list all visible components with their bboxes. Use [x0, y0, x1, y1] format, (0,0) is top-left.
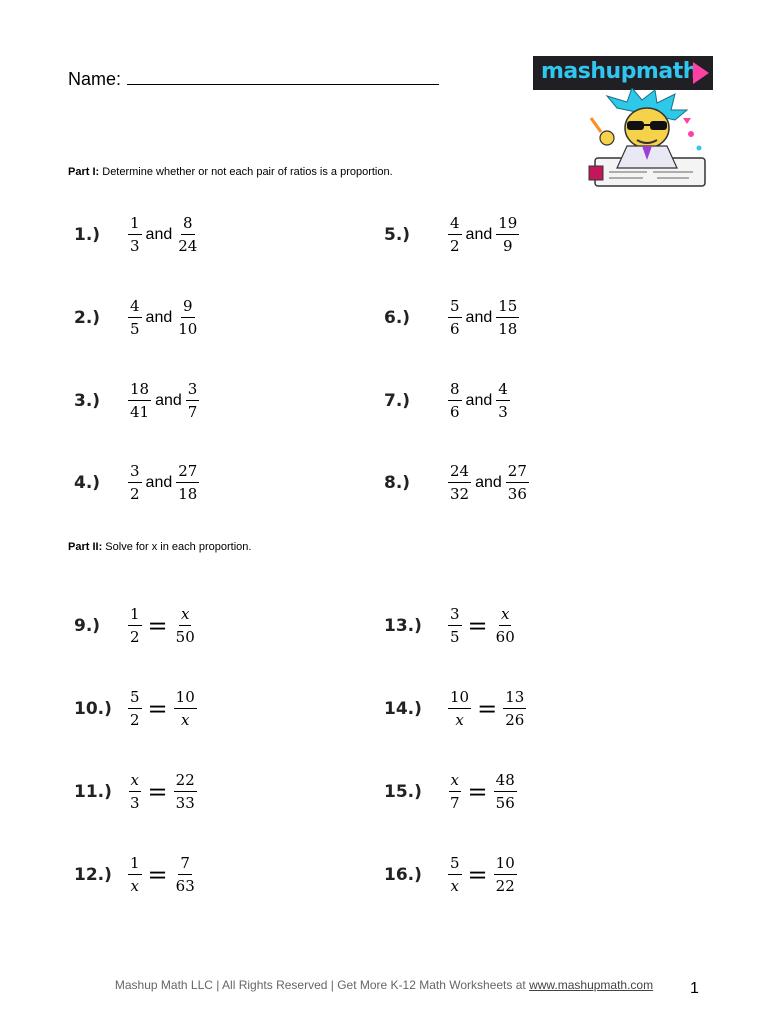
problem-number: 7.) [384, 390, 411, 411]
fraction [496, 380, 510, 421]
footer [0, 978, 768, 992]
fraction [506, 462, 529, 503]
problem-7 [384, 380, 512, 421]
fraction [128, 854, 142, 895]
equals-sign: = [467, 611, 488, 640]
numerator: 1 [128, 605, 142, 626]
fraction [186, 380, 200, 421]
denominator: 18 [178, 485, 198, 503]
numerator: 3 [186, 380, 200, 401]
numerator: 5 [448, 297, 462, 318]
denominator: 33 [175, 794, 195, 812]
problem-14 [384, 688, 528, 729]
part2-text: Solve for x in each proportion. [102, 541, 252, 553]
problem-number: 11.) [74, 781, 112, 802]
denominator: 7 [187, 403, 198, 421]
fraction [176, 214, 199, 255]
denominator: 41 [130, 403, 150, 421]
problem-3 [74, 380, 201, 421]
problem-number: 2.) [74, 307, 101, 328]
denominator: 7 [450, 794, 460, 812]
denominator: x [180, 711, 190, 729]
denominator: 5 [450, 628, 460, 646]
problem-number: 9.) [74, 615, 101, 636]
numerator: 13 [503, 688, 526, 709]
fraction [448, 854, 462, 895]
and-connector: and [465, 308, 493, 326]
part2-instruction [68, 541, 251, 553]
and-connector: and [465, 225, 493, 243]
problem-number: 15.) [384, 781, 422, 802]
and-connector: and [155, 391, 182, 409]
equals-sign: = [477, 694, 498, 723]
problem-9 [74, 605, 199, 646]
denominator: 2 [450, 237, 460, 255]
denominator: 24 [178, 237, 198, 255]
numerator: 9 [181, 297, 195, 318]
name-blank-line [127, 68, 439, 85]
numerator: 10 [174, 688, 197, 709]
fraction [503, 688, 526, 729]
denominator: 5 [130, 320, 140, 338]
numerator: 27 [506, 462, 529, 483]
numerator: 15 [496, 297, 519, 318]
equals-sign: = [147, 611, 168, 640]
denominator: 26 [505, 711, 525, 729]
problem-6 [384, 297, 521, 338]
problem-number: 4.) [74, 472, 101, 493]
fraction [128, 688, 142, 729]
numerator: 19 [496, 214, 519, 235]
denominator: 2 [130, 628, 140, 646]
fraction [174, 688, 197, 729]
denominator: 2 [130, 711, 140, 729]
problem-number: 14.) [384, 698, 422, 719]
denominator: 56 [495, 794, 515, 812]
problem-number: 13.) [384, 615, 422, 636]
and-connector: and [145, 473, 173, 491]
part1-instruction [68, 166, 393, 178]
problem-16 [384, 854, 519, 895]
fraction [128, 771, 142, 812]
problem-15 [384, 771, 519, 812]
problem-1 [74, 214, 201, 255]
problem-number: 12.) [74, 864, 112, 885]
denominator: x [450, 877, 459, 895]
denominator: 22 [495, 877, 515, 895]
fraction [128, 605, 142, 646]
numerator: 10 [448, 688, 471, 709]
fraction [448, 771, 462, 812]
problem-number: 8.) [384, 472, 411, 493]
problem-11 [74, 771, 199, 812]
numerator: x [499, 605, 511, 626]
footer-link[interactable]: www.mashupmath.com [529, 978, 654, 992]
equals-sign: = [147, 777, 168, 806]
problem-8 [384, 462, 531, 503]
fraction [448, 297, 462, 338]
fraction [176, 297, 199, 338]
problem-10 [74, 688, 199, 729]
fraction [496, 297, 519, 338]
denominator: 3 [130, 794, 140, 812]
logo-text: mashupmath [541, 59, 698, 84]
fraction [448, 380, 462, 421]
numerator: 5 [128, 688, 142, 709]
denominator: 36 [507, 485, 527, 503]
fraction [128, 380, 151, 421]
denominator: 18 [498, 320, 518, 338]
fraction [176, 462, 199, 503]
fraction [128, 462, 142, 503]
numerator: x [129, 771, 141, 792]
and-connector: and [145, 225, 173, 243]
fraction [496, 214, 519, 255]
problem-number: 6.) [384, 307, 411, 328]
numerator: 8 [181, 214, 195, 235]
part1-label: Part I: [68, 166, 100, 178]
fraction [174, 771, 197, 812]
play-arrow-icon [693, 62, 709, 84]
fraction [448, 214, 462, 255]
fraction [174, 605, 197, 646]
equals-sign: = [467, 860, 488, 889]
equals-sign: = [147, 694, 168, 723]
problem-5 [384, 214, 521, 255]
equals-sign: = [147, 860, 168, 889]
fraction [128, 297, 142, 338]
fraction [448, 462, 471, 503]
fraction [494, 605, 517, 646]
problem-13 [384, 605, 519, 646]
denominator: 6 [450, 403, 460, 421]
name-field [68, 68, 439, 90]
fraction [128, 214, 142, 255]
numerator: 8 [448, 380, 462, 401]
name-label: Name: [68, 69, 122, 89]
problem-number: 16.) [384, 864, 422, 885]
problem-number: 10.) [74, 698, 112, 719]
page-number: 1 [690, 980, 699, 997]
mascot-illustration [587, 88, 711, 188]
fraction [174, 854, 197, 895]
and-connector: and [475, 473, 502, 491]
and-connector: and [465, 391, 493, 409]
fraction [494, 771, 517, 812]
denominator: 32 [450, 485, 470, 503]
numerator: 4 [128, 297, 142, 318]
denominator: x [455, 711, 464, 729]
numerator: 3 [128, 462, 142, 483]
numerator: x [449, 771, 461, 792]
numerator: 18 [128, 380, 151, 401]
numerator: 3 [448, 605, 462, 626]
numerator: 10 [494, 854, 517, 875]
footer-text: Mashup Math LLC | All Rights Reserved | Get More K-12 Math Worksheets at [114, 978, 530, 992]
denominator: x [130, 877, 139, 895]
problem-12 [74, 854, 199, 895]
denominator: 2 [130, 485, 140, 503]
denominator: 10 [178, 320, 198, 338]
numerator: 4 [448, 214, 462, 235]
denominator: 6 [450, 320, 460, 338]
numerator: 1 [128, 214, 142, 235]
numerator: 4 [496, 380, 510, 401]
fraction [448, 688, 471, 729]
denominator: 3 [130, 237, 140, 255]
denominator: 50 [175, 628, 195, 646]
numerator: 5 [448, 854, 462, 875]
numerator: x [179, 605, 191, 626]
denominator: 63 [175, 877, 195, 895]
denominator: 3 [498, 403, 508, 421]
denominator: 9 [503, 237, 513, 255]
problem-number: 1.) [74, 224, 101, 245]
equals-sign: = [467, 777, 488, 806]
fraction [448, 605, 462, 646]
part2-label: Part II: [68, 541, 103, 553]
numerator: 24 [448, 462, 471, 483]
problem-4 [74, 462, 201, 503]
numerator: 22 [174, 771, 197, 792]
problem-number: 5.) [384, 224, 411, 245]
denominator: 60 [495, 628, 515, 646]
fraction [494, 854, 517, 895]
numerator: 1 [128, 854, 142, 875]
part1-text: Determine whether or not each pair of ratios is a proportion. [99, 166, 393, 178]
numerator: 48 [494, 771, 517, 792]
and-connector: and [145, 308, 173, 326]
numerator: 7 [178, 854, 192, 875]
mashupmath-logo [533, 56, 713, 90]
problem-2 [74, 297, 201, 338]
numerator: 27 [176, 462, 199, 483]
problem-number: 3.) [74, 390, 101, 411]
